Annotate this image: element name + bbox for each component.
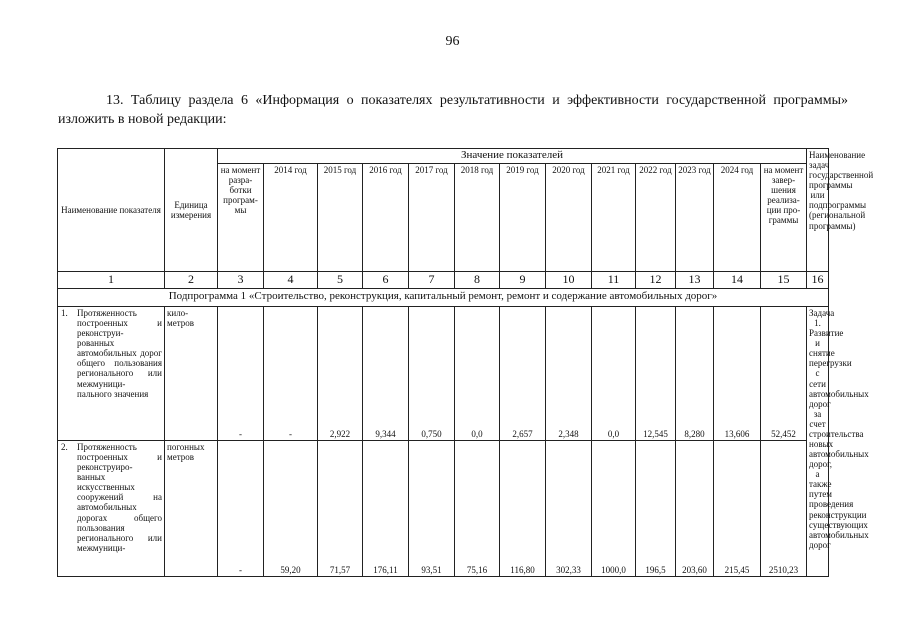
value-cell: - bbox=[218, 307, 264, 441]
value-cell: 12,545 bbox=[636, 307, 676, 441]
value-cell: 196,5 bbox=[636, 441, 676, 577]
task-cell: Задача 1. Развитие и снятие перегрузки с сети автомобильных дорог за счет строительства новых автомобильных дорог, а также путем проведения реконструкции существующих автомобильных дорог bbox=[807, 307, 829, 577]
header-unit: Единица измерения bbox=[165, 149, 218, 272]
column-number: 10 bbox=[546, 272, 592, 289]
value-cell: 75,16 bbox=[455, 441, 500, 577]
value-cell: 0,0 bbox=[455, 307, 500, 441]
value-cell: 2,922 bbox=[318, 307, 363, 441]
row-number: 1. bbox=[61, 308, 68, 318]
header-year: 2020 год bbox=[546, 164, 592, 272]
column-number: 1 bbox=[58, 272, 165, 289]
column-number: 15 bbox=[761, 272, 807, 289]
value-cell: 1000,0 bbox=[592, 441, 636, 577]
value-cell: 13,606 bbox=[714, 307, 761, 441]
indicators-table bbox=[57, 148, 874, 577]
subprogram-title: Подпрограмма 1 «Строительство, реконструкция, капитальный ремонт, ремонт и содержание автомобильных дорог» bbox=[58, 289, 829, 307]
header-year: 2015 год bbox=[318, 164, 363, 272]
unit-cell: погонных метров bbox=[165, 441, 218, 577]
value-cell: 302,33 bbox=[546, 441, 592, 577]
header-year: 2014 год bbox=[264, 164, 318, 272]
column-number: 3 bbox=[218, 272, 264, 289]
value-cell: 93,51 bbox=[409, 441, 455, 577]
value-cell: 59,20 bbox=[264, 441, 318, 577]
column-number: 12 bbox=[636, 272, 676, 289]
value-cell: 116,80 bbox=[500, 441, 546, 577]
column-number: 8 bbox=[455, 272, 500, 289]
header-year: 2022 год bbox=[636, 164, 676, 272]
header-year: 2018 год bbox=[455, 164, 500, 272]
value-cell: 71,57 bbox=[318, 441, 363, 577]
header-year: 2021 год bbox=[592, 164, 636, 272]
value-cell: - bbox=[218, 441, 264, 577]
header-year: 2019 год bbox=[500, 164, 546, 272]
value-cell: 203,60 bbox=[676, 441, 714, 577]
column-number: 4 bbox=[264, 272, 318, 289]
page-number: 96 bbox=[445, 34, 460, 49]
column-number: 7 bbox=[409, 272, 455, 289]
value-cell: 2,657 bbox=[500, 307, 546, 441]
value-cell: 0,0 bbox=[592, 307, 636, 441]
column-number: 11 bbox=[592, 272, 636, 289]
row-number: 2. bbox=[61, 442, 68, 452]
value-cell: 2,348 bbox=[546, 307, 592, 441]
header-year: 2017 год bbox=[409, 164, 455, 272]
column-number: 6 bbox=[363, 272, 409, 289]
header-initial: на момент разра- ботки програм- мы bbox=[218, 164, 264, 272]
column-number: 2 bbox=[165, 272, 218, 289]
header-final: на момент завер- шения реализа- ции про- граммы bbox=[761, 164, 807, 272]
header-year: 2023 год bbox=[676, 164, 714, 272]
value-cell: 9,344 bbox=[363, 307, 409, 441]
intro-paragraph: 13. Таблицу раздела 6 «Информация о показателях результативности и эффективности государственной программы» изложить в новой редакции: bbox=[58, 93, 848, 127]
indicator-name: Протяженность построенных и реконструи- рованных автомобильных дорог общего пользования регионального или межмуници- пального значения bbox=[77, 308, 162, 399]
value-cell: 0,750 bbox=[409, 307, 455, 441]
column-number: 14 bbox=[714, 272, 761, 289]
value-cell: - bbox=[264, 307, 318, 441]
value-cell: 2510,23 bbox=[761, 441, 807, 577]
header-values-group: Значение показателей bbox=[218, 149, 807, 164]
column-number: 5 bbox=[318, 272, 363, 289]
header-year: 2024 год bbox=[714, 164, 761, 272]
indicator-name-cell bbox=[58, 441, 165, 577]
unit-cell: кило- метров bbox=[165, 307, 218, 441]
value-cell: 215,45 bbox=[714, 441, 761, 577]
column-number: 9 bbox=[500, 272, 546, 289]
value-cell: 8,280 bbox=[676, 307, 714, 441]
indicator-name-cell bbox=[58, 307, 165, 441]
value-cell: 52,452 bbox=[761, 307, 807, 441]
header-year: 2016 год bbox=[363, 164, 409, 272]
indicator-name: Протяженность построенных и реконструиро- ванных искусственных сооружений на автомобильных дорогах общего пользования регионального или межмуници- bbox=[77, 442, 162, 553]
header-tasks: Наименование задач государственной программы или подпрограммы (региональной программы) bbox=[807, 149, 829, 272]
value-cell: 176,11 bbox=[363, 441, 409, 577]
header-indicator-name: Наименование показателя bbox=[58, 149, 165, 272]
column-number: 13 bbox=[676, 272, 714, 289]
column-number: 16 bbox=[807, 272, 829, 289]
